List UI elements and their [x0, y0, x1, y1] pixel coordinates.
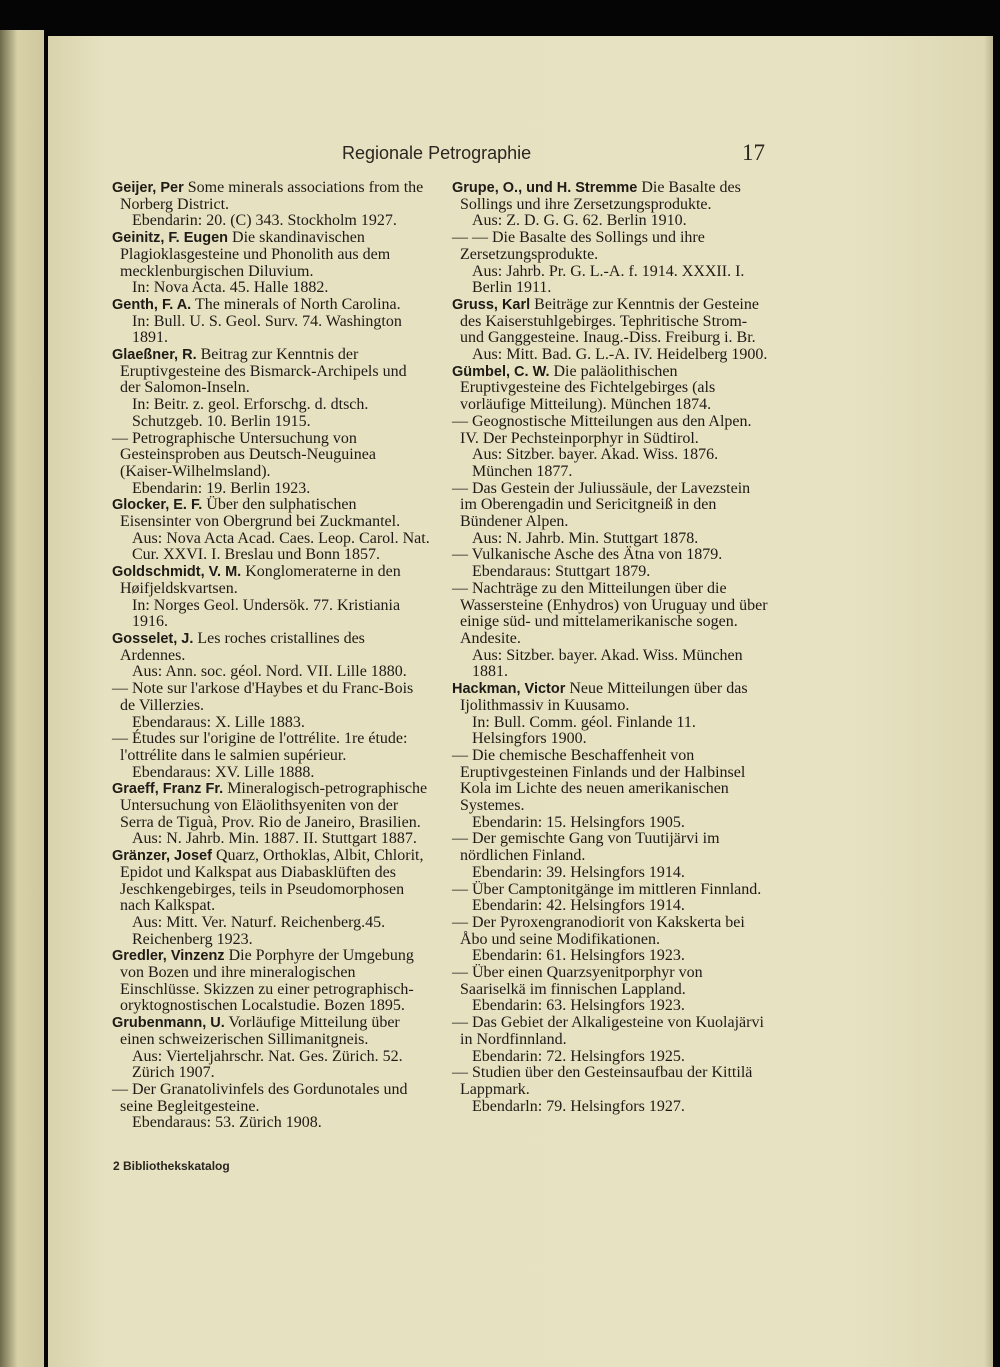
entry-title-line	[112, 297, 430, 314]
entry-title: Neue Mitteilungen über das Ijolithmassiv in Kuusamo.	[460, 680, 748, 714]
entry-source: Aus: N. Jahrb. Min. Stuttgart 1878.	[472, 529, 699, 547]
bibliography-entry	[112, 1082, 430, 1132]
entry-title-line	[452, 364, 770, 414]
signature-mark: 2 Bibliothekskatalog	[113, 1159, 230, 1173]
entry-title-line	[112, 180, 430, 213]
author-name: Grupe, O., und H. Stremme	[452, 180, 638, 196]
bibliography-entry	[452, 547, 770, 580]
entry-title-line	[112, 848, 430, 915]
entry-title: — Note sur l'arkose d'Haybes et du Franc-Bois de Villerzies.	[112, 680, 414, 714]
bibliography-entry	[452, 915, 770, 965]
entry-source: Aus: Mitt. Bad. G. L.-A. IV. Heidelberg 1900.	[472, 346, 768, 364]
bibliography-entry	[452, 1015, 770, 1065]
page-edge-shadow	[983, 36, 993, 1367]
entry-title-line	[112, 631, 430, 664]
author-name: Gruss, Karl	[452, 296, 531, 313]
entry-source: Aus: Jahrb. Pr. G. L.-A. f. 1914. XXXII. I. Berlin 1911.	[472, 262, 745, 297]
entry-title: — Études sur l'origine de l'ottrélite. 1re étude: l'ottrélite dans le salmien supérieur.	[112, 730, 408, 764]
entry-source: In: Beitr. z. geol. Erforschg. d. dtsch. Schutzgeb. 10. Berlin 1915.	[132, 396, 369, 430]
entry-title-line	[452, 965, 770, 998]
entry-title-line	[452, 547, 770, 564]
bibliography-entry	[112, 631, 430, 681]
bibliography-entry	[112, 681, 430, 731]
entry-source: Aus: Nova Acta Acad. Caes. Leop. Carol. Nat. Cur. XXVI. I. Breslau und Bonn 1857.	[132, 529, 430, 564]
entry-source: Aus: N. Jahrb. Min. 1887. II. Stuttgart 1887.	[132, 830, 417, 848]
bibliography-entry	[452, 180, 770, 230]
entry-source: Aus: Vierteljahrschr. Nat. Ges. Zürich. 52. Zürich 1907.	[132, 1047, 403, 1082]
entry-title-line	[452, 1015, 770, 1048]
author-name: Gosselet, J.	[112, 630, 194, 647]
entry-title: — Studien über den Gesteinsaufbau der Kittilä Lappmark.	[452, 1064, 753, 1098]
entry-title: Über den sulphatischen Eisensinter von Obergrund bei Zuckmantel.	[120, 496, 401, 531]
entry-title-line	[452, 414, 770, 447]
bibliography-entry	[452, 681, 770, 748]
bibliography-entry	[112, 1015, 430, 1082]
author-name: Gredler, Vinzenz	[112, 948, 225, 965]
bibliography-entry	[112, 347, 430, 431]
entry-source: In: Bull. U. S. Geol. Surv. 74. Washington 1891.	[132, 312, 402, 347]
entry-title: — Der gemischte Gang von Tuutijärvi im nördlichen Finland.	[452, 830, 720, 865]
bibliography-entry	[112, 497, 430, 564]
entry-title: — Das Gebiet der Alkaligesteine von Kuolajärvi in Nordfinnland.	[452, 1014, 764, 1048]
author-name: Geinitz, F. Eugen	[112, 230, 229, 247]
entry-source: Ebendarin: 63. Helsingfors 1923.	[472, 997, 685, 1015]
entry-title: — Nachträge zu den Mitteilungen über die Wassersteine (Enhydros) von Uruguay und über einige süd- und mittelamerikanische sogen. Andesite.	[452, 579, 768, 647]
left-page-edge	[0, 30, 44, 1367]
entry-source: Ebendarin: 20. (C) 343. Stockholm 1927.	[132, 212, 397, 230]
entry-title: — Über einen Quarzsyenitporphyr von Saariselkä im finnischen Lappland.	[452, 964, 703, 998]
entry-source: Ebendaraus: Stuttgart 1879.	[472, 563, 651, 581]
bibliography-entry	[112, 297, 430, 347]
bibliography-entry	[452, 831, 770, 881]
entry-title: — Petrographische Untersuchung von Gesteinsproben aus Deutsch-Neuguinea (Kaiser-Wilhelmsland).	[112, 429, 376, 480]
entry-title: Konglomeraterne in den Høifjeldskvartsen.	[120, 563, 401, 597]
entry-source: Ebendarln: 79. Helsingfors 1927.	[472, 1097, 685, 1115]
entry-source: Ebendaraus: X. Lille 1883.	[132, 713, 305, 731]
author-name: Gümbel, C. W.	[452, 363, 550, 380]
bibliography-entry	[112, 180, 430, 230]
entry-title-line	[112, 1082, 430, 1115]
author-name: Hackman, Victor	[452, 681, 566, 698]
entry-title-line	[112, 781, 430, 831]
bibliography-entry	[112, 781, 430, 848]
entry-title: Quarz, Orthoklas, Albit, Chlorit, Epidot und Kalkspat aus Diabasklüften des Jeschkengebirges, teils in Pseudomorphosen nach Kalkspat.	[120, 847, 424, 915]
entry-source: In: Nova Acta. 45. Halle 1882.	[132, 279, 329, 297]
entry-title-line	[112, 681, 430, 714]
bibliography-entry	[112, 731, 430, 781]
entry-source: Ebendarin: 42. Helsingfors 1914.	[472, 897, 685, 915]
bibliography-entry	[112, 948, 430, 1015]
entry-title: Les roches cristallines des Ardennes.	[120, 629, 365, 664]
bibliography-entry	[452, 965, 770, 1015]
entry-source: Aus: Sitzber. bayer. Akad. Wiss. München 1881.	[472, 646, 743, 681]
entry-title-line	[452, 831, 770, 864]
entry-title-line	[452, 915, 770, 948]
bibliography-entry	[452, 481, 770, 548]
author-name: Grubenmann, U.	[112, 1015, 225, 1032]
bibliography-entry	[112, 848, 430, 948]
entry-source: Ebendarin: 61. Helsingfors 1923.	[472, 947, 685, 965]
bibliography-entry	[452, 748, 770, 832]
author-name: Geijer, Per	[112, 180, 184, 196]
entry-source: In: Norges Geol. Undersök. 77. Kristiania 1916.	[132, 596, 401, 631]
entry-title-line	[112, 347, 430, 397]
left-column	[112, 180, 430, 1132]
entry-source: Ebendarin: 19. Berlin 1923.	[132, 479, 311, 497]
bibliography-entry	[452, 581, 770, 681]
bibliography-entry	[452, 364, 770, 414]
author-name: Glocker, E. F.	[112, 497, 203, 514]
bibliography-entry	[452, 230, 770, 297]
running-title: Regionale Petrographie	[342, 143, 532, 163]
author-name: Genth, F. A.	[112, 296, 192, 313]
entry-title: — Über Camptonitgänge im mittleren Finnland.	[452, 880, 762, 898]
entry-title-line	[452, 748, 770, 815]
entry-title: Beiträge zur Kenntnis der Gesteine des Kaiserstuhlgebirges. Tephritische Strom- und Ganggesteine. Inaug.-Diss. Freiburg i. Br.	[460, 295, 759, 347]
bibliography-entry	[112, 431, 430, 498]
entry-title-line	[452, 180, 770, 213]
entry-title: Vorläufige Mitteilung über einen schweizerischen Sillimanitgneis.	[120, 1014, 400, 1048]
entry-title-line	[452, 230, 770, 263]
entry-title-line	[112, 1015, 430, 1048]
entry-title: Beitrag zur Kenntnis der Eruptivgesteine des Bismarck-Archipels und der Salomon-Inseln.	[120, 346, 407, 397]
entry-title: Die paläolithischen Eruptivgesteine des Fichtelgebirges (als vorläufige Mitteilung). München 1874.	[460, 362, 716, 414]
entry-title: — Das Gestein der Juliussäule, der Lavezstein im Oberengadin und Sericitgneiß in den Bündener Alpen.	[452, 479, 751, 531]
entry-title: — Die chemische Beschaffenheit von Eruptivgesteinen Finlands und der Halbinsel Kola im Lichte des neuen amerikanischen Systemes.	[452, 746, 746, 815]
entry-source: Aus: Ann. soc. géol. Nord. VII. Lille 1880.	[132, 663, 407, 681]
author-name: Goldschmidt, V. M.	[112, 564, 242, 581]
entry-title: Mineralogisch-petrographische Untersuchung von Eläolithsyeniten von der Serra de Tiguà, Prov. Rio de Janeiro, Brasilien.	[120, 780, 428, 831]
entry-title-line	[112, 431, 430, 481]
entry-title-line	[112, 731, 430, 764]
entry-title: — Geognostische Mitteilungen aus den Alpen. IV. Der Pechsteinporphyr in Südtirol.	[452, 412, 752, 447]
entry-title-line	[112, 497, 430, 530]
bibliography-entry	[112, 564, 430, 631]
bibliography-entry	[452, 1065, 770, 1115]
entry-source: Ebendarin: 15. Helsingfors 1905.	[472, 813, 685, 831]
entry-source: Aus: Sitzber. bayer. Akad. Wiss. 1876. München 1877.	[472, 446, 719, 480]
entry-title-line	[452, 581, 770, 648]
entry-title-line	[452, 481, 770, 531]
page-number: 17	[742, 140, 765, 165]
entry-source: Ebendarin: 72. Helsingfors 1925.	[472, 1047, 685, 1065]
entry-title: — Vulkanische Asche des Ätna von 1879.	[452, 546, 723, 564]
entry-title-line	[452, 297, 770, 347]
bibliography-entry	[452, 882, 770, 915]
entry-source: Aus: Z. D. G. G. 62. Berlin 1910.	[472, 212, 687, 230]
entry-title: The minerals of North Carolina.	[194, 295, 401, 313]
entry-title: Some minerals associations from the Norberg District.	[120, 179, 424, 213]
bibliography-entry	[452, 297, 770, 364]
author-name: Gränzer, Josef	[112, 848, 212, 865]
entry-title: — Der Pyroxengranodiorit von Kakskerta bei Åbo und seine Modifikationen.	[452, 913, 745, 948]
entry-source: Ebendaraus: XV. Lille 1888.	[132, 763, 315, 781]
entry-title-line	[112, 948, 430, 1015]
entry-title-line	[452, 1065, 770, 1098]
entry-title-line	[452, 882, 770, 899]
entry-source: Ebendarin: 39. Helsingfors 1914.	[472, 863, 685, 881]
entry-title-line	[112, 564, 430, 597]
entry-title: — — Die Basalte des Sollings und ihre Zersetzungsprodukte.	[452, 229, 705, 263]
entry-source: Ebendaraus: 53. Zürich 1908.	[132, 1114, 322, 1132]
bibliography-entry	[112, 230, 430, 297]
entry-title-line	[112, 230, 430, 280]
entry-source: In: Bull. Comm. géol. Finlande 11. Helsingfors 1900.	[472, 713, 696, 748]
entry-source: Aus: Mitt. Ver. Naturf. Reichenberg.45. Reichenberg 1923.	[132, 913, 386, 948]
entry-title-line	[452, 681, 770, 714]
entry-title: Die Basalte des Sollings und ihre Zersetzungsprodukte.	[460, 179, 741, 213]
author-name: Graeff, Franz Fr.	[112, 781, 224, 798]
right-column	[452, 180, 770, 1115]
bibliography-entry	[452, 414, 770, 481]
entry-title: Die Porphyre der Umgebung von Bozen und ihre mineralogischen Einschlüsse. Skizzen zu einer petrographisch-oryktognostischen Localstudie. Bozen 1895.	[120, 947, 414, 1015]
entry-title: — Der Granatolivinfels des Gordunotales und seine Begleitgesteine.	[112, 1080, 408, 1115]
entry-title: Die skandinavischen Plagioklasgesteine und Phonolith aus dem mecklenburgischen Diluvium.	[120, 229, 391, 280]
author-name: Glaeßner, R.	[112, 347, 197, 364]
